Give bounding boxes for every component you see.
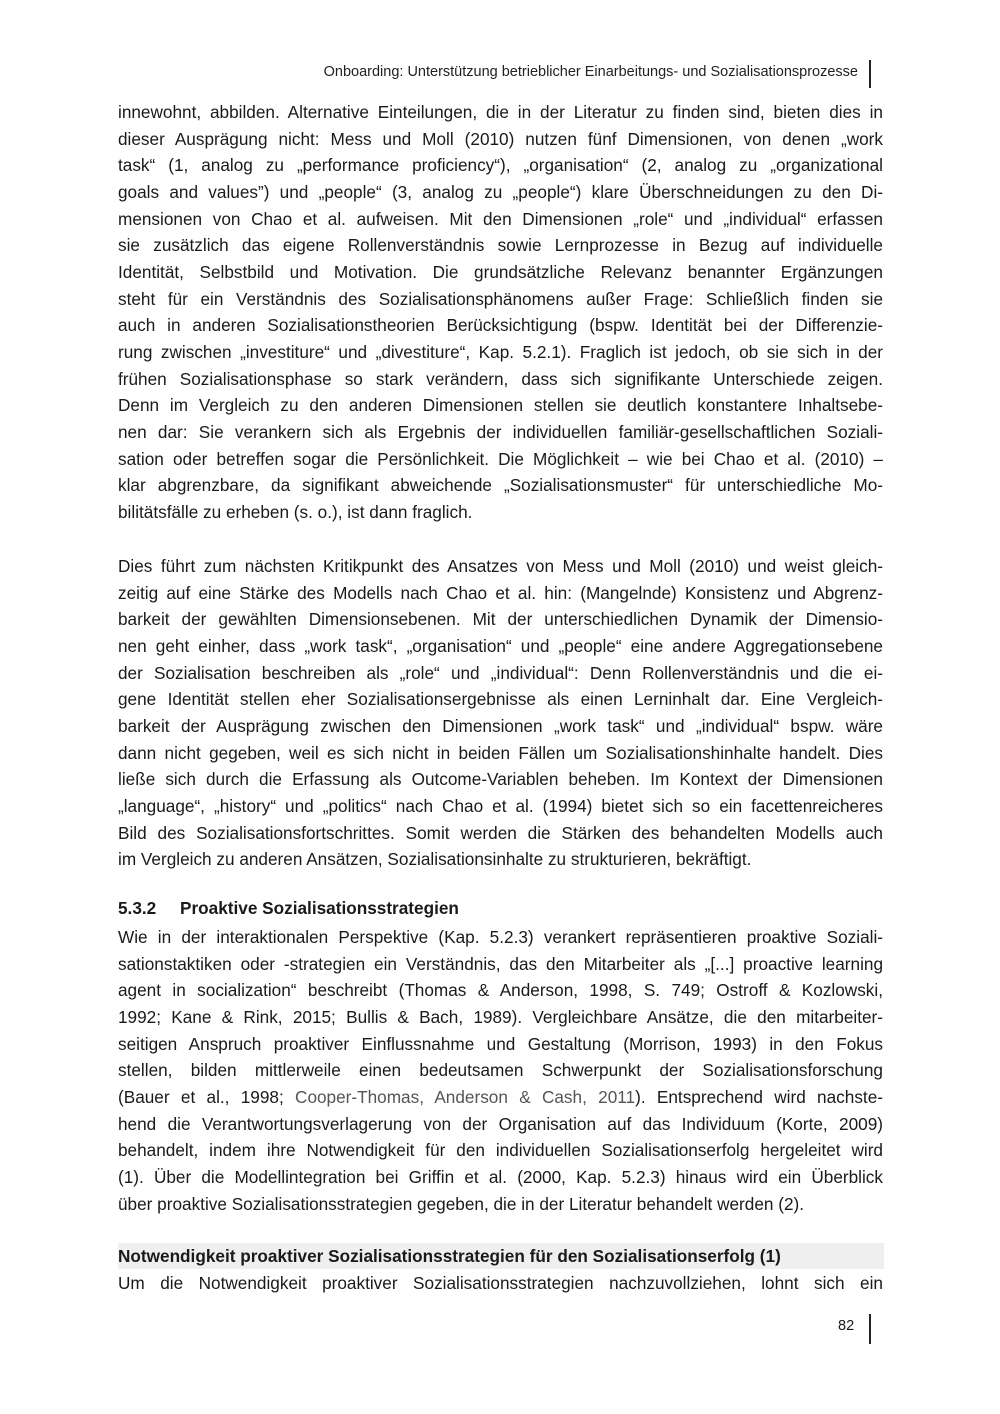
text-line: dann nicht gegeben, weil es sich nicht in beiden Fällen um Sozialisationshinhalte handelt. Dies xyxy=(118,742,883,763)
citation-link[interactable]: Cooper-Thomas, Anderson & Cash, 2011 xyxy=(295,1086,636,1107)
text-line: behandelt, indem ihre Notwendigkeit für den individuellen Sozialisationserfolg hergeleitet wird xyxy=(118,1140,883,1161)
section-title: Proaktive Sozialisationsstrategien xyxy=(180,898,459,918)
text-line: steht für ein Verständnis des Sozialisationsphänomens außer Frage: Schließlich finden sie xyxy=(118,288,883,309)
text-line: über proaktive Sozialisationsstrategien gegeben, die in der Literatur behandelt werden (2). xyxy=(118,1193,805,1214)
text-line: dieser Ausprägung nicht: Mess und Moll (2010) nutzen fünf Dimensionen, von denen „work xyxy=(118,128,883,149)
text-line xyxy=(118,1084,883,1111)
text-line: gene Identität stellen eher Sozialisationsergebnisse als einen Lerninhalt dar. Eine Vergleich- xyxy=(118,689,883,710)
text-line: agent in socialization“ beschreibt (Thomas & Anderson, 1998, S. 749; Ostroff & Kozlowski, xyxy=(118,980,883,1001)
text-line: Um die Notwendigkeit proaktiver Sozialisationsstrategien nachzuvollziehen, lohnt sich ein xyxy=(118,1273,883,1293)
paragraph-1 xyxy=(118,99,883,526)
paragraph-2 xyxy=(118,553,883,873)
header-rule xyxy=(869,60,871,88)
text-line: nen dar: Sie verankern sich als Ergebnis der individuellen familiär-gesellschaftlichen Soziali- xyxy=(118,421,883,442)
text-line: sation oder betreffen sogar die Persönlichkeit. Die Möglichkeit – wie bei Chao et al. (2010) – xyxy=(118,448,883,469)
text-line: goals and values”) und „people“ (3, analog zu „people“) klare Überschneidungen zu den Di- xyxy=(118,181,883,202)
text-line: innewohnt, abbilden. Alternative Einteilungen, die in der Literatur zu finden sind, bieten dies in xyxy=(118,102,883,122)
text-line: stellen, bilden mittlerweile einen bedeutsamen Schwerpunkt der Sozialisationsforschung xyxy=(118,1060,883,1081)
text-line: frühen Sozialisationsphase so stark verändern, dass sich signifikante Unterschiede zeigen. xyxy=(118,368,883,389)
running-header: Onboarding: Unterstützung betrieblicher Einarbeitungs- und Sozialisationsprozesse xyxy=(323,64,858,80)
text-line: zeitig auf eine Stärke des Modells nach Chao et al. hin: (Mangelnde) Konsistenz und Abgrenz- xyxy=(118,582,883,603)
section-number: 5.3.2 xyxy=(118,898,157,918)
text-line: (1). Über die Modellintegration bei Griffin et al. (2000, Kap. 5.2.3) hinaus wird ein Überblick xyxy=(118,1166,883,1187)
text-fragment: (Bauer et al., 1998; xyxy=(118,1086,296,1107)
subheading: Notwendigkeit proaktiver Sozialisationsstrategien für den Sozialisationserfolg (1) xyxy=(118,1243,884,1269)
text-line: auch in anderen Sozialisationstheorien Berücksichtigung (bspw. Identität bei der Differenzie- xyxy=(118,315,883,336)
text-line: Wie in der interaktionalen Perspektive (Kap. 5.2.3) verankert repräsentieren proaktive Soziali- xyxy=(118,927,883,947)
text-line: im Vergleich zu anderen Ansätzen, Sozialisationsinhalte zu strukturieren, bekräftigt. xyxy=(118,849,752,870)
text-line: klar abgrenzbare, da signifikant abweichende „Sozialisationsmuster“ für unterschiedliche Mo- xyxy=(118,475,883,496)
final-paragraph xyxy=(118,1270,883,1297)
text-fragment: ). Entsprechend wird nachste- xyxy=(635,1086,883,1107)
text-line: Dies führt zum nächsten Kritikpunkt des Ansatzes von Mess und Moll (2010) und weist gleich- xyxy=(118,556,883,576)
text-line: bilitätsfälle zu erheben (s. o.), ist dann fraglich. xyxy=(118,501,473,522)
page-number: 82 xyxy=(838,1318,855,1334)
text-line: barkeit der gewählten Dimensionsebenen. Mit der unterschiedlichen Dynamik der Dimensio- xyxy=(118,609,883,630)
footer-rule xyxy=(869,1314,871,1344)
text-line: Denn im Vergleich zu den anderen Dimensionen stellen sie deutlich konstantere Inhaltsebe- xyxy=(118,395,883,416)
text-line: barkeit der Ausprägung zwischen den Dimensionen „work task“ und „individual“ bspw. wäre xyxy=(118,715,883,736)
text-line: rung zwischen „investiture“ und „divestiture“, Kap. 5.2.1). Fraglich ist jedoch, ob sie sich in der xyxy=(118,341,883,362)
text-line: nen geht einher, dass „work task“, „organisation“ und „people“ eine andere Aggregationsebene xyxy=(118,635,883,656)
text-line: mensionen von Chao et al. aufweisen. Mit den Dimensionen „role“ und „individual“ erfassen xyxy=(118,208,883,229)
text-line: sationstaktiken oder -strategien ein Verständnis, das den Mitarbeiter als „[...] proactive learning xyxy=(118,953,883,974)
text-line: sie zusätzlich das eigene Rollenverständnis sowie Lernprozesse in Bezug auf individuelle xyxy=(118,235,883,256)
text-line: task“ (1, analog zu „performance proficiency“), „organisation“ (2, analog zu „organizational xyxy=(118,155,883,176)
text-line: der Sozialisation beschreiben als „role“ und „individual“: Denn Rollenverständnis und die ei- xyxy=(118,662,883,683)
section-heading xyxy=(118,898,459,919)
text-line: Identität, Selbstbild und Motivation. Die grundsätzliche Relevanz benannter Ergänzungen xyxy=(118,261,883,282)
text-line: ließe sich durch die Erfassung als Outcome-Variablen beheben. Im Kontext der Dimensionen xyxy=(118,769,883,790)
text-line: 1992; Kane & Rink, 2015; Bullis & Bach, 1989). Vergleichbare Ansätze, die den mitarbeiter- xyxy=(118,1006,883,1027)
text-line: seitigen Anspruch proaktiver Einflussnahme und Gestaltung (Morrison, 1993) in den Fokus xyxy=(118,1033,883,1054)
text-line: hend die Verantwortungsverlagerung von der Organisation auf das Individuum (Korte, 2009) xyxy=(118,1113,883,1134)
text-line: „language“, „history“ und „politics“ nach Chao et al. (1994) bietet sich so ein facettenreicheres xyxy=(118,795,883,816)
text-line: Bild des Sozialisationsfortschrittes. Somit werden die Stärken des behandelten Modells auch xyxy=(118,822,883,843)
section-paragraph xyxy=(118,924,883,1217)
